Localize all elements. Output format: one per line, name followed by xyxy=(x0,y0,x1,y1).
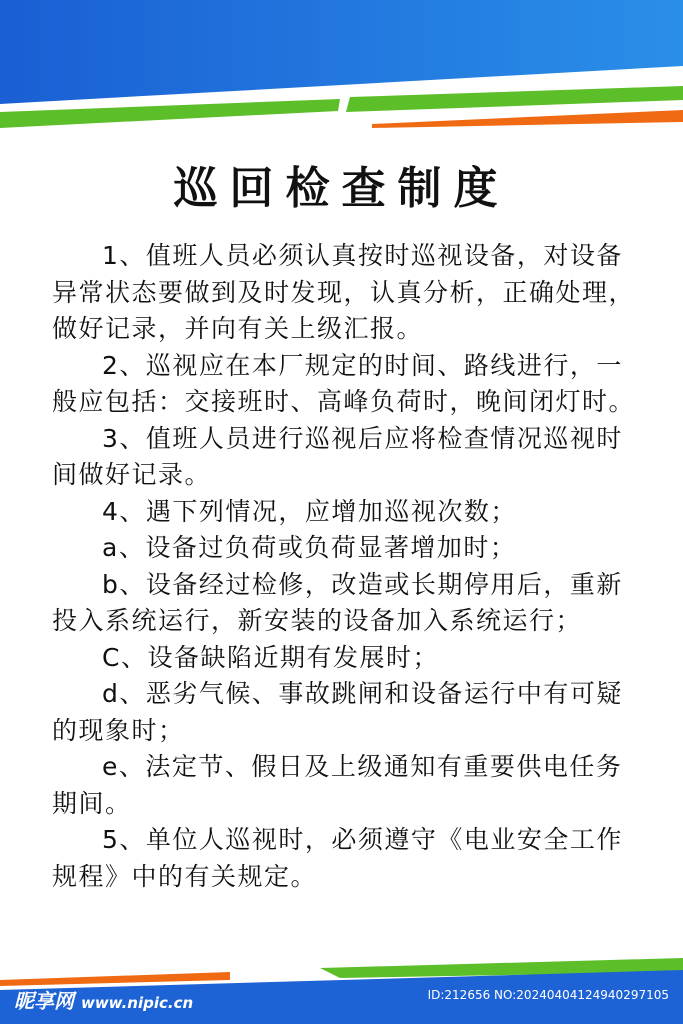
regulation-item: 2、巡视应在本厂规定的时间、路线进行，一般应包括：交接班时、高峰负荷时，晚间闭灯时。 xyxy=(52,350,636,416)
watermark-url: www.nipic.cn xyxy=(80,994,194,1012)
regulation-item: 1、值班人员必须认真按时巡视设备，对设备异常状态要做到及时发现，认真分析，正确处理，做好记录，并向有关上级汇报。 xyxy=(52,241,636,343)
footer-orange-stripe xyxy=(0,972,230,986)
header-green-stripe-right xyxy=(346,86,683,112)
page-title: 巡回检查制度 xyxy=(173,163,510,214)
watermark-logo xyxy=(14,985,193,1014)
regulation-item: 5、单位人巡视时，必须遵守《电业安全工作规程》中的有关规定。 xyxy=(52,825,623,891)
regulation-item: a、设备过负荷或负荷显著增加时； xyxy=(102,533,517,562)
header-green-stripe-left xyxy=(0,99,340,128)
header-blue-band xyxy=(0,0,683,104)
watermark-id: ID:212656 NO:20240404124940297105 xyxy=(427,988,669,1002)
regulation-item: d、恶劣气候、事故跳闸和设备运行中有可疑的现象时； xyxy=(52,679,623,745)
header-decoration xyxy=(0,0,683,140)
watermark-logo-text: 昵享网 xyxy=(14,989,74,1013)
regulation-item: b、设备经过检修，改造或长期停用后，重新投入系统运行，新安装的设备加入系统运行； xyxy=(52,569,623,635)
header-orange-stripe xyxy=(372,110,683,128)
regulation-item: 4、遇下列情况，应增加巡视次数； xyxy=(102,496,517,526)
regulation-item: C、设备缺陷近期有发展时； xyxy=(102,642,439,672)
regulation-item: e、法定节、假日及上级通知有重要供电任务期间。 xyxy=(52,752,623,818)
regulation-body xyxy=(52,238,636,895)
regulation-item: 3、值班人员进行巡视后应将检查情况巡视时间做好记录。 xyxy=(52,423,623,489)
